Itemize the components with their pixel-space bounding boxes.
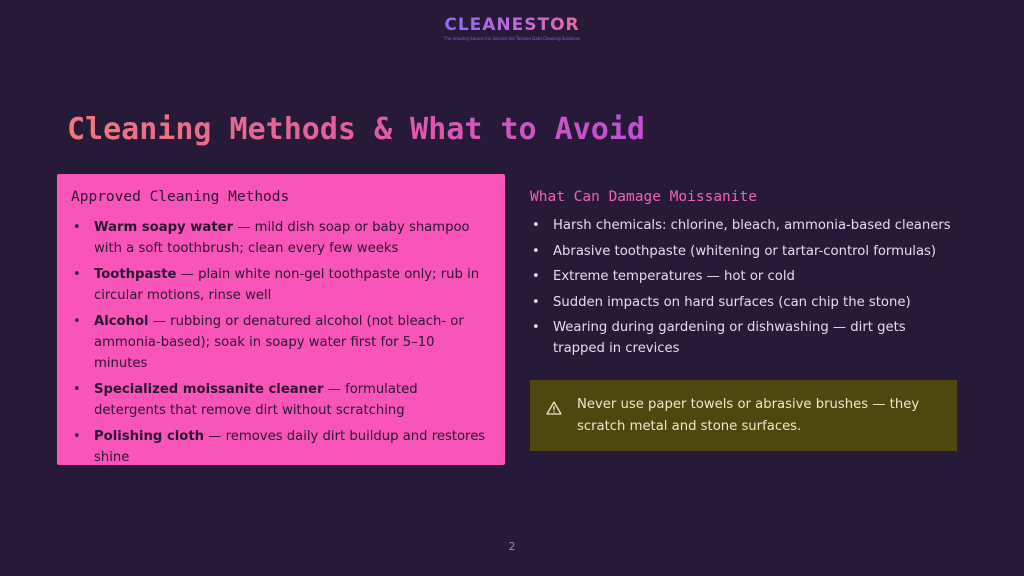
bullet: •: [532, 320, 540, 335]
bullet: •: [532, 218, 540, 233]
method-name: Warm soapy water: [94, 220, 234, 235]
brand-logo: [0, 15, 1024, 41]
method-name: Specialized moissanite cleaner: [94, 382, 324, 397]
damage-heading: What Can Damage Moissanite: [530, 189, 757, 205]
damage-item: [530, 317, 960, 359]
damage-item: [530, 241, 960, 262]
warning-text: Never use paper towels or abrasive brushes — they scratch metal and stone surfaces.: [577, 397, 920, 434]
method-description: — mild dish soap or baby shampoo with a soft toothbrush; clean every few weeks: [94, 220, 470, 256]
warning-icon: [546, 400, 562, 416]
slide-title: Cleaning Methods & What to Avoid: [67, 112, 645, 147]
page-number: 2: [508, 540, 516, 553]
damage-item: [530, 266, 960, 287]
method-description: — formulated detergents that remove dirt without scratching: [94, 382, 418, 418]
bullet: •: [73, 429, 81, 444]
brand-tagline: The Industry Source For Service Ink Tension Data Cleaning Solutions: [443, 36, 581, 41]
method-description: — plain white non-gel toothpaste only; rub in circular motions, rinse well: [94, 267, 480, 303]
damage-item: [530, 292, 960, 313]
warning-callout: [530, 380, 957, 451]
damage-item: [530, 215, 960, 236]
method-name: Alcohol: [94, 314, 149, 329]
damage-text: Extreme temperatures — hot or cold: [553, 269, 795, 284]
approved-methods-card: [57, 174, 505, 465]
damage-text: Wearing during gardening or dishwashing — dirt gets trapped in crevices: [553, 320, 906, 356]
brand-name: CLEANESTOR: [444, 15, 580, 35]
method-description: — removes daily dirt buildup and restores shine: [94, 429, 486, 465]
bullet: •: [73, 314, 81, 329]
approved-methods-heading: Approved Cleaning Methods: [71, 189, 290, 205]
damage-list: [530, 215, 960, 359]
approved-method-item: [71, 311, 487, 374]
bullet: •: [532, 243, 540, 259]
approved-methods-list: [71, 217, 487, 468]
bullet: •: [73, 267, 81, 282]
method-name: Toothpaste: [94, 267, 177, 282]
damage-text: Sudden impacts on hard surfaces (can chip the stone): [553, 294, 911, 310]
approved-method-item: [71, 379, 487, 421]
damage-section: [530, 174, 960, 364]
bullet: •: [532, 294, 540, 310]
damage-text: Harsh chemicals: chlorine, bleach, ammonia-based cleaners: [553, 218, 951, 233]
bullet: •: [73, 220, 81, 235]
approved-method-item: [71, 264, 487, 306]
approved-method-item: [71, 217, 487, 259]
bullet: •: [532, 269, 540, 284]
method-name: Polishing cloth: [94, 429, 205, 444]
damage-text: Abrasive toothpaste (whitening or tartar-control formulas): [553, 243, 937, 259]
method-description: — rubbing or denatured alcohol (not bleach- or ammonia-based); soak in soapy water first for 5–10 minutes: [94, 314, 464, 371]
bullet: •: [73, 382, 81, 397]
approved-method-item: [71, 426, 487, 468]
